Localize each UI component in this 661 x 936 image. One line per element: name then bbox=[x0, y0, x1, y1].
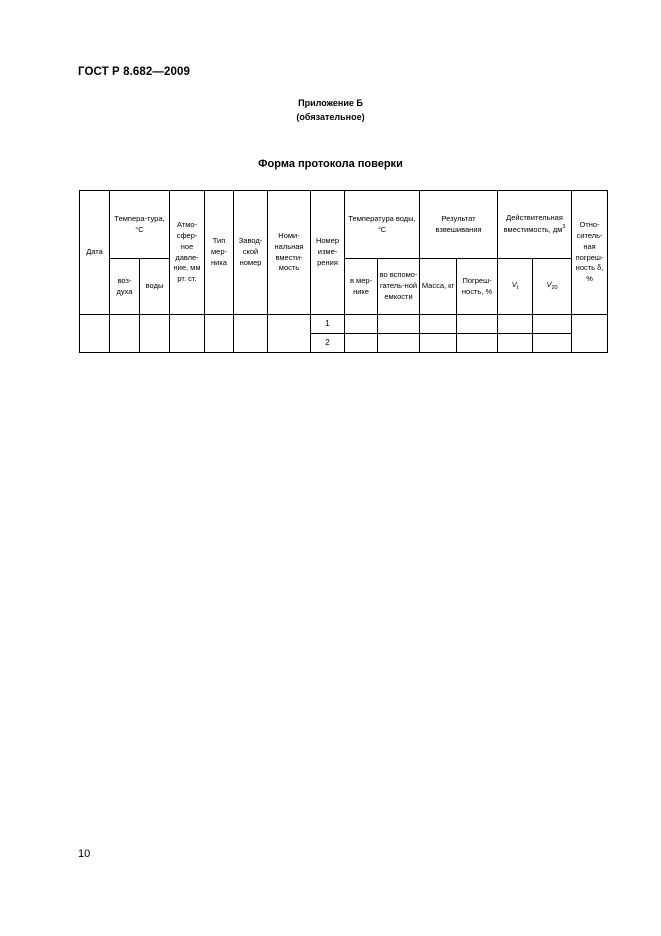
appendix-title: Приложение Б bbox=[298, 98, 363, 108]
atm-pressure-cell bbox=[170, 315, 205, 353]
mass-cell bbox=[420, 334, 457, 353]
protocol-table bbox=[79, 190, 608, 353]
document-header: ГОСТ Р 8.682—2009 bbox=[78, 66, 190, 78]
header-measurement-number: Номер изме-рения bbox=[311, 191, 345, 315]
appendix-note: (обязательное) bbox=[296, 112, 365, 122]
in-aux-container-cell bbox=[378, 334, 420, 353]
appendix-block bbox=[0, 96, 661, 124]
header-atm-pressure: Атмо-сфер-ное давле-ние, мм рт. ст. bbox=[170, 191, 205, 315]
date-cell bbox=[80, 315, 110, 353]
page-number: 10 bbox=[78, 848, 91, 860]
header-date: Дата bbox=[80, 191, 110, 315]
error-cell bbox=[457, 315, 498, 334]
temp-water-cell bbox=[140, 315, 170, 353]
measure-type-cell bbox=[205, 315, 234, 353]
in-measure-cell bbox=[345, 334, 378, 353]
in-aux-container-cell bbox=[378, 315, 420, 334]
form-title: Форма протокола поверки bbox=[258, 158, 403, 170]
v20-cell bbox=[533, 334, 572, 353]
header-relative-error: Отно-ситель-ная погреш-ность δ, % bbox=[572, 191, 608, 315]
header-in-aux-container: во вспомо-гатель-ной емкости bbox=[378, 259, 420, 315]
serial-number-cell bbox=[234, 315, 268, 353]
header-mass: Масса, кг bbox=[420, 259, 457, 315]
header-weighing-result: Результат взвешивания bbox=[420, 191, 498, 259]
relative-error-cell bbox=[572, 315, 608, 353]
header-nominal-capacity: Номи-нальная вмести-мость bbox=[268, 191, 311, 315]
header-water-temperature: Температура воды, °С bbox=[345, 191, 420, 259]
header-v20: $V_{20}$ bbox=[533, 259, 572, 315]
table-row bbox=[80, 315, 608, 334]
in-measure-cell bbox=[345, 315, 378, 334]
error-cell bbox=[457, 334, 498, 353]
measurement-number-cell: 2 bbox=[311, 334, 345, 353]
header-vt: $V_t$ bbox=[498, 259, 533, 315]
header-serial-number: Завод-ской номер bbox=[234, 191, 268, 315]
temp-air-cell bbox=[110, 315, 140, 353]
mass-cell bbox=[420, 315, 457, 334]
header-error: Погреш-ность, % bbox=[457, 259, 498, 315]
v20-cell bbox=[533, 315, 572, 334]
measurement-number-cell: 1 bbox=[311, 315, 345, 334]
header-temp-air: воз-духа bbox=[110, 259, 140, 315]
header-actual-capacity: Действительная вместимость, $дм^3$ bbox=[498, 191, 572, 259]
nominal-capacity-cell bbox=[268, 315, 311, 353]
vt-cell bbox=[498, 334, 533, 353]
header-measure-type: Тип мер-ника bbox=[205, 191, 234, 315]
header-temp-water: воды bbox=[140, 259, 170, 315]
header-temperature: Темпера-тура, °С bbox=[110, 191, 170, 259]
vt-cell bbox=[498, 315, 533, 334]
header-in-measure: в мер-нике bbox=[345, 259, 378, 315]
